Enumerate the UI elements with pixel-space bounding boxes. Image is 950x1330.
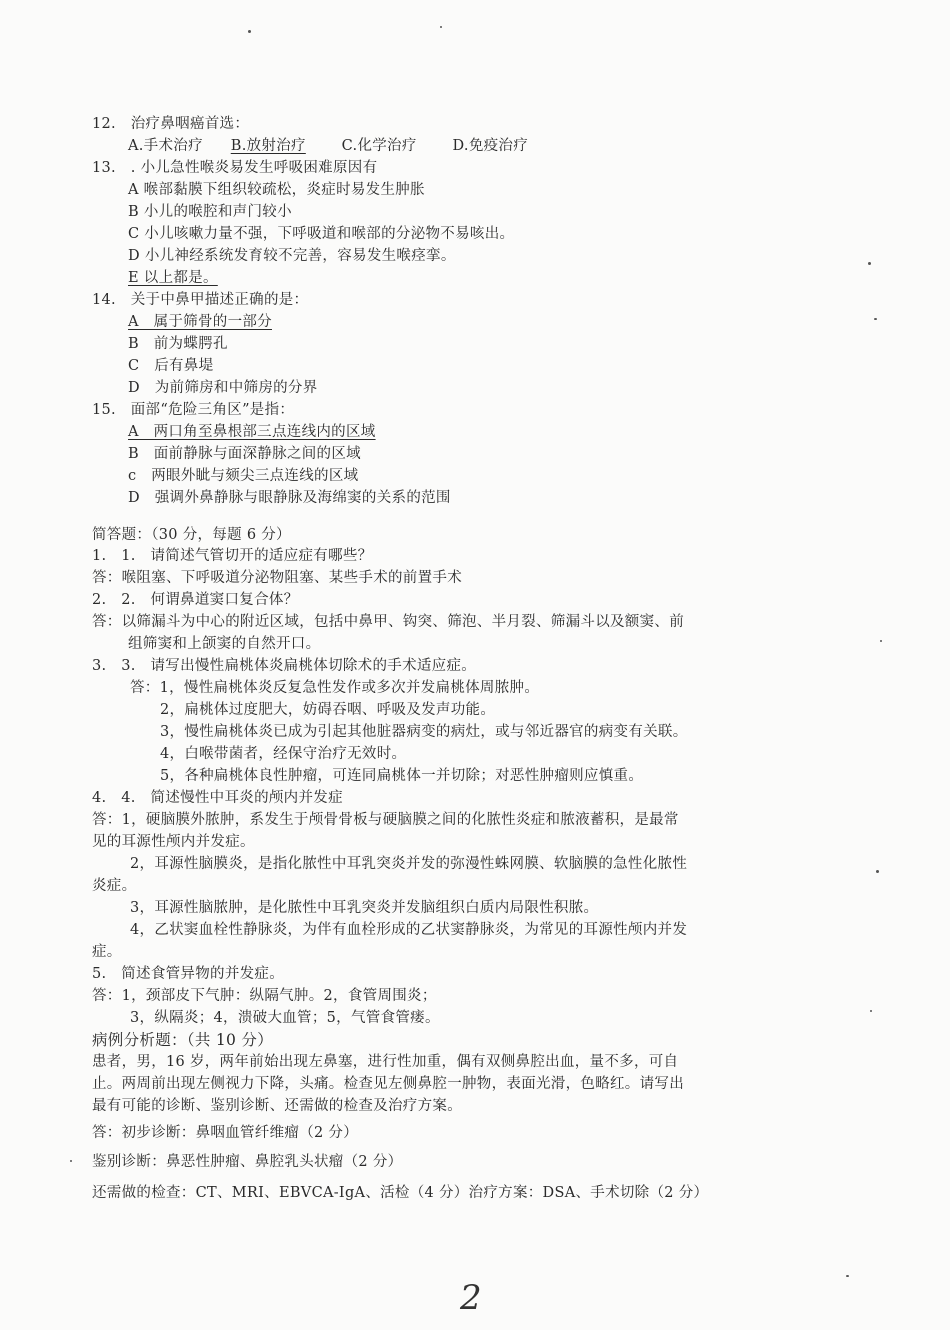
q13-option-b: B 小儿的喉腔和声门较小 (128, 204, 292, 220)
sa-a4-line2: 见的耳源性颅内并发症。 (92, 834, 255, 850)
scan-speck (248, 30, 251, 33)
sa-a4-line6: 4，乙状窦血栓性静脉炎，为伴有血栓形成的乙状窦静脉炎，为常见的耳源性颅内并发 (130, 922, 688, 938)
sa-a2-line1: 答：以筛漏斗为中心的附近区域，包括中鼻甲、钩突、筛泡、半月裂、筛漏斗以及额窦、前 (92, 614, 684, 630)
q14-option-a: A 属于筛骨的一部分 (128, 314, 272, 330)
q14-option-b: B 前为蝶腭孔 (128, 336, 228, 352)
scan-speck (880, 640, 882, 642)
case-answer-differential: 鉴别诊断：鼻恶性肿瘤、鼻腔乳头状瘤（2 分） (92, 1154, 403, 1170)
sa-a4-line5: 3，耳源性脑脓肿，是化脓性中耳乳突炎并发脑组织白质内局限性积脓。 (130, 900, 599, 916)
scan-speck (870, 1010, 872, 1012)
q12-stem: 12. 治疗鼻咽癌首选： (92, 116, 250, 132)
sa-q4: 4. 4. 简述慢性中耳炎的颅内并发症 (92, 790, 343, 806)
q13-stem: 13. . 小儿急性喉炎易发生呼吸困难原因有 (92, 160, 378, 176)
q15-option-b: B 面前静脉与面深静脉之间的区域 (128, 446, 361, 462)
sa-q2: 2. 2. 何谓鼻道窦口复合体？ (92, 592, 299, 608)
q15-option-a: A 两口角至鼻根部三点连线内的区域 (128, 424, 376, 440)
sa-a4-line3: 2，耳源性脑膜炎，是指化脓性中耳乳突炎并发的弥漫性蛛网膜、软脑膜的急性化脓性 (130, 856, 688, 872)
q13-option-a: A 喉部黏膜下组织较疏松，炎症时易发生肿胀 (128, 182, 425, 198)
q12-option-b: B.放射治疗 (230, 138, 306, 154)
sa-q3: 3. 3. 请写出慢性扁桃体炎扁桃体切除术的手术适应症。 (92, 658, 477, 674)
q15-option-d: D 强调外鼻静脉与眼静脉及海绵窦的关系的范围 (128, 490, 451, 506)
sa-a3-item2: 2，扁桃体过度肥大，妨碍吞咽、呼吸及发声功能。 (160, 702, 496, 718)
case-paragraph-line3: 最有可能的诊断、鉴别诊断、还需做的检查及治疗方案。 (92, 1098, 462, 1114)
short-answer-heading: 简答题：（30 分，每题 6 分） (92, 527, 291, 543)
q13-option-c: C 小儿咳嗽力量不强，下呼吸道和喉部的分泌物不易咳出。 (128, 226, 515, 242)
sa-a4-line7: 症。 (92, 944, 122, 960)
q12-option-d: D.免疫治疗 (452, 138, 529, 154)
page-number: 2 (460, 1278, 482, 1318)
q12-option-a: A.手术治疗 (128, 138, 203, 154)
scan-speck (846, 1275, 849, 1277)
scan-speck (440, 26, 442, 28)
case-answer-exams-treatment: 还需做的检查：CT、MRI、EBVCA-IgA、活检（4 分）治疗方案：DSA、手术切除（2 分） (92, 1185, 709, 1201)
sa-a3-item5: 5，各种扁桃体良性肿瘤，可连同扁桃体一并切除；对恶性肿瘤则应慎重。 (160, 768, 644, 784)
scan-speck (70, 1160, 72, 1162)
case-answer-diagnosis: 答：初步诊断：鼻咽血管纤维瘤（2 分） (92, 1125, 359, 1141)
q12-option-c: C.化学治疗 (341, 138, 417, 154)
q15-stem: 15. 面部“危险三角区”是指： (92, 402, 295, 418)
q14-stem: 14. 关于中鼻甲描述正确的是： (92, 292, 309, 308)
sa-a2-line2: 组筛窦和上颌窦的自然开口。 (128, 636, 321, 652)
sa-q1: 1. 1. 请简述气管切开的适应症有哪些？ (92, 548, 373, 564)
scan-speck (868, 262, 871, 265)
scan-speck (874, 318, 877, 320)
q13-option-e: E 以上都是。 (128, 270, 218, 286)
q14-option-c: C 后有鼻堤 (128, 358, 214, 374)
q12-options (128, 137, 528, 155)
sa-a5-line2: 3，纵隔炎；4，溃破大血管；5，气管食管瘘。 (130, 1010, 440, 1026)
scan-speck (876, 870, 879, 873)
sa-a5-line1: 答：1，颈部皮下气肿：纵隔气肿。2，食管周围炎； (92, 988, 437, 1004)
sa-q5: 5. 简述食管异物的并发症。 (92, 966, 285, 982)
q13-option-d: D 小儿神经系统发育较不完善，容易发生喉痉挛。 (128, 248, 456, 264)
case-heading: 病例分析题：（共 10 分） (92, 1031, 274, 1049)
case-paragraph-line2: 止。两周前出现左侧视力下降，头痛。检查见左侧鼻腔一肿物，表面光滑，色略红。请写出 (92, 1076, 684, 1092)
sa-a1: 答：喉阻塞、下呼吸道分泌物阻塞、某些手术的前置手术 (92, 570, 462, 586)
sa-a3-item4: 4，白喉带菌者，经保守治疗无效时。 (160, 746, 407, 762)
sa-a3-item3: 3，慢性扁桃体炎已成为引起其他脏器病变的病灶，或与邻近器官的病变有关联。 (160, 724, 688, 740)
case-paragraph-line1: 患者，男，16 岁，两年前始出现左鼻塞，进行性加重，偶有双侧鼻腔出血，量不多，可自 (92, 1054, 679, 1070)
q14-option-d: D 为前筛房和中筛房的分界 (128, 380, 318, 396)
q15-option-c: c 两眼外眦与颏尖三点连线的区域 (128, 468, 359, 484)
sa-a4-line1: 答：1，硬脑膜外脓肿，系发生于颅骨骨板与硬脑膜之间的化脓性炎症和脓液蓄积，是最常 (92, 812, 679, 828)
sa-a4-line4: 炎症。 (92, 878, 137, 894)
sa-a3-item1: 答：1，慢性扁桃体炎反复急性发作或多次并发扁桃体周脓肿。 (130, 680, 540, 696)
